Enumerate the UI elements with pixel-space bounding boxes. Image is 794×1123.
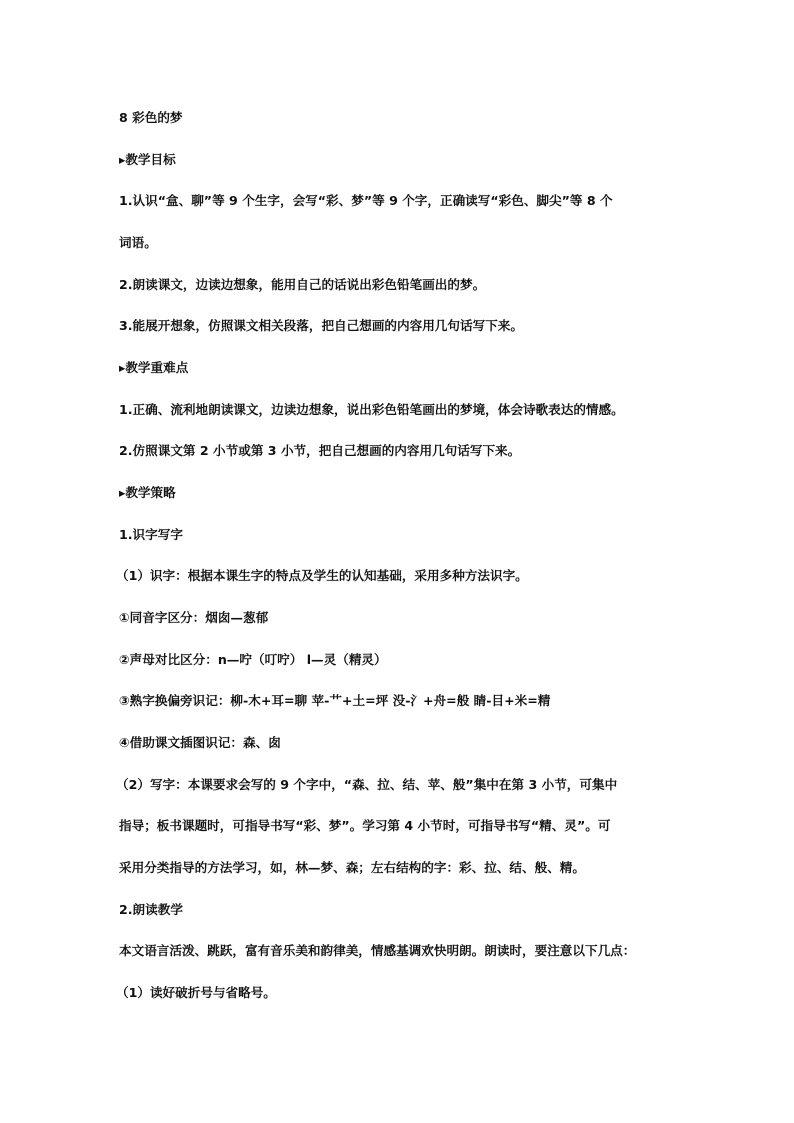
strategy-line-homophone: ①同音字区分：烟囱—葱郁 — [119, 610, 269, 625]
strategy-subheading-literacy: 1.识字写字 — [119, 527, 183, 542]
strategy-line-reading-point-1: （1）读好破折号与省略号。 — [116, 985, 276, 1000]
strategy-line-reading-intro: 本文语言活泼、跳跃，富有音乐美和韵律美，情感基调欢快明朗。朗读时，要注意以下几点： — [119, 943, 636, 958]
strategy-line-illustration: ④借助课文插图识记：森、囱 — [119, 735, 281, 750]
strategy-line-writing-cont-1: 指导；板书课题时，可指导书写“彩、梦”。学习第 4 小节时，可指导书写“精、灵”。可 — [119, 818, 611, 833]
strategy-line-initials: ②声母对比区分：n—咛（叮咛） l—灵（精灵） — [119, 652, 387, 667]
section-heading-strategy: ▸教学策略 — [119, 485, 176, 500]
strategy-line-writing: （2）写字：本课要求会写的 9 个字中，“森、拉、结、苹、般”集中在第 3 小节，可集中 — [116, 777, 618, 792]
strategy-line-radicals: ③熟字换偏旁识记：柳-木+耳=聊 苹-艹+土=坪 没-氵+舟=般 睛-目+米=精 — [119, 693, 551, 708]
goal-line-2: 2.朗读课文，边读边想象，能用自己的话说出彩色铅笔画出的梦。 — [119, 277, 486, 292]
goal-line-1-cont: 词语。 — [119, 235, 157, 250]
lesson-title: 8 彩色的梦 — [119, 110, 183, 125]
difficulty-line-1: 1.正确、流利地朗读课文，边读边想象，说出彩色铅笔画出的梦境，体会诗歌表达的情感。 — [119, 402, 624, 417]
section-heading-difficulties: ▸教学重难点 — [119, 360, 189, 375]
strategy-subheading-reading: 2.朗读教学 — [119, 902, 183, 917]
strategy-line-recognize: （1）识字：根据本课生字的特点及学生的认知基础，采用多种方法识字。 — [116, 568, 528, 583]
difficulty-line-2: 2.仿照课文第 2 小节或第 3 小节，把自己想画的内容用几句话写下来。 — [119, 443, 521, 458]
goal-line-3: 3.能展开想象，仿照课文相关段落，把自己想画的内容用几句话写下来。 — [119, 318, 523, 333]
section-heading-goals: ▸教学目标 — [119, 152, 176, 167]
goal-line-1: 1.认识“盒、聊”等 9 个生字，会写“彩、梦”等 9 个字，正确读写“彩色、脚尖”等 8 个 — [119, 193, 613, 208]
strategy-line-writing-cont-2: 采用分类指导的方法学习，如，林—梦、森；左右结构的字：彩、拉、结、般、精。 — [119, 860, 585, 875]
